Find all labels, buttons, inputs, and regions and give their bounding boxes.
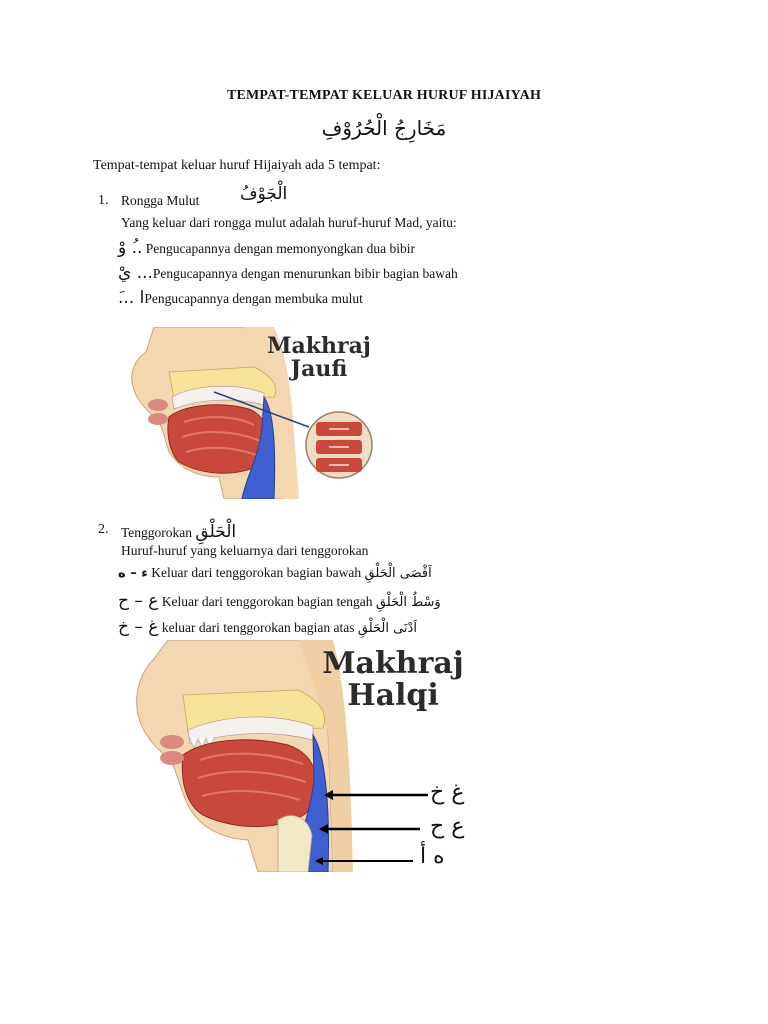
figure-makhraj-halqi	[128, 640, 488, 872]
item-text: Keluar dari tenggorokan bagian tengah	[161, 594, 373, 609]
section1-item-3	[118, 288, 363, 308]
item-letters: ع – ح	[118, 591, 159, 611]
label-middle-throat: ع ح	[430, 814, 465, 839]
section1-item-2	[118, 263, 458, 283]
figure1-title-line2: Jaufi	[290, 356, 348, 383]
section1-number: 1.	[98, 193, 109, 208]
item-text: Pengucapannya dengan memonyongkan dua bibir	[145, 241, 415, 256]
intro-text: Tempat-tempat keluar huruf Hijaiyah ada 5 tempat:	[93, 158, 381, 173]
figure2-title-line1: Makhraj	[322, 646, 464, 681]
section2-number: 2.	[98, 522, 109, 537]
section2-item-1	[118, 565, 432, 581]
figure2-title-line2: Halqi	[347, 677, 439, 713]
label-upper-throat: غ خ	[430, 780, 465, 805]
section2-desc: Huruf-huruf yang keluarnya dari tenggorokan	[121, 543, 369, 558]
item-text: Keluar dari tenggorokan bagian bawah	[151, 565, 362, 580]
item-arabic: ا ...َ	[118, 288, 145, 308]
section2-item-3	[118, 617, 417, 637]
item-arabic: ..ُ وْ	[118, 238, 143, 258]
item-arabic: ... يْ	[118, 263, 153, 283]
item-arabic: اَدْنَى الْحَلْقِ	[357, 621, 417, 636]
section2-item-2	[118, 591, 441, 611]
section1-item-1	[118, 238, 415, 258]
section2-heading	[121, 522, 236, 542]
section2-heading-text: Tenggorokan	[121, 525, 193, 540]
item-text: keluar dari tenggorokan bagian atas	[161, 620, 355, 635]
figure-makhraj-jaufi	[124, 327, 376, 499]
label-lower-throat: ه أ	[420, 844, 445, 869]
section1-desc: Yang keluar dari rongga mulut adalah huruf-huruf Mad, yaitu:	[121, 215, 457, 230]
item-arabic: وَسْطُ الْحَلْقِ	[375, 595, 441, 610]
section1-heading-arabic: الْجَوْفُ	[240, 184, 288, 204]
item-letters: ء – ه	[118, 566, 148, 581]
document-title: TEMPAT-TEMPAT KELUAR HURUF HIJAIYAH	[226, 88, 542, 103]
item-text: Pengucapannya dengan menurunkan bibir bagian bawah	[152, 266, 458, 281]
section1-heading: Rongga Mulut	[121, 193, 200, 208]
item-letters: غ – خ	[118, 617, 159, 637]
section2-heading-arabic: الْحَلْقِ	[195, 522, 237, 542]
item-text: Pengucapannya dengan membuka mulut	[144, 291, 363, 306]
arabic-title: مَخَارِجُ الْحُرُوْفِ	[321, 116, 447, 140]
figure1-title-line1: Makhraj	[267, 333, 371, 359]
item-arabic: اَقْصَى الْحَلْقِ	[364, 566, 432, 581]
